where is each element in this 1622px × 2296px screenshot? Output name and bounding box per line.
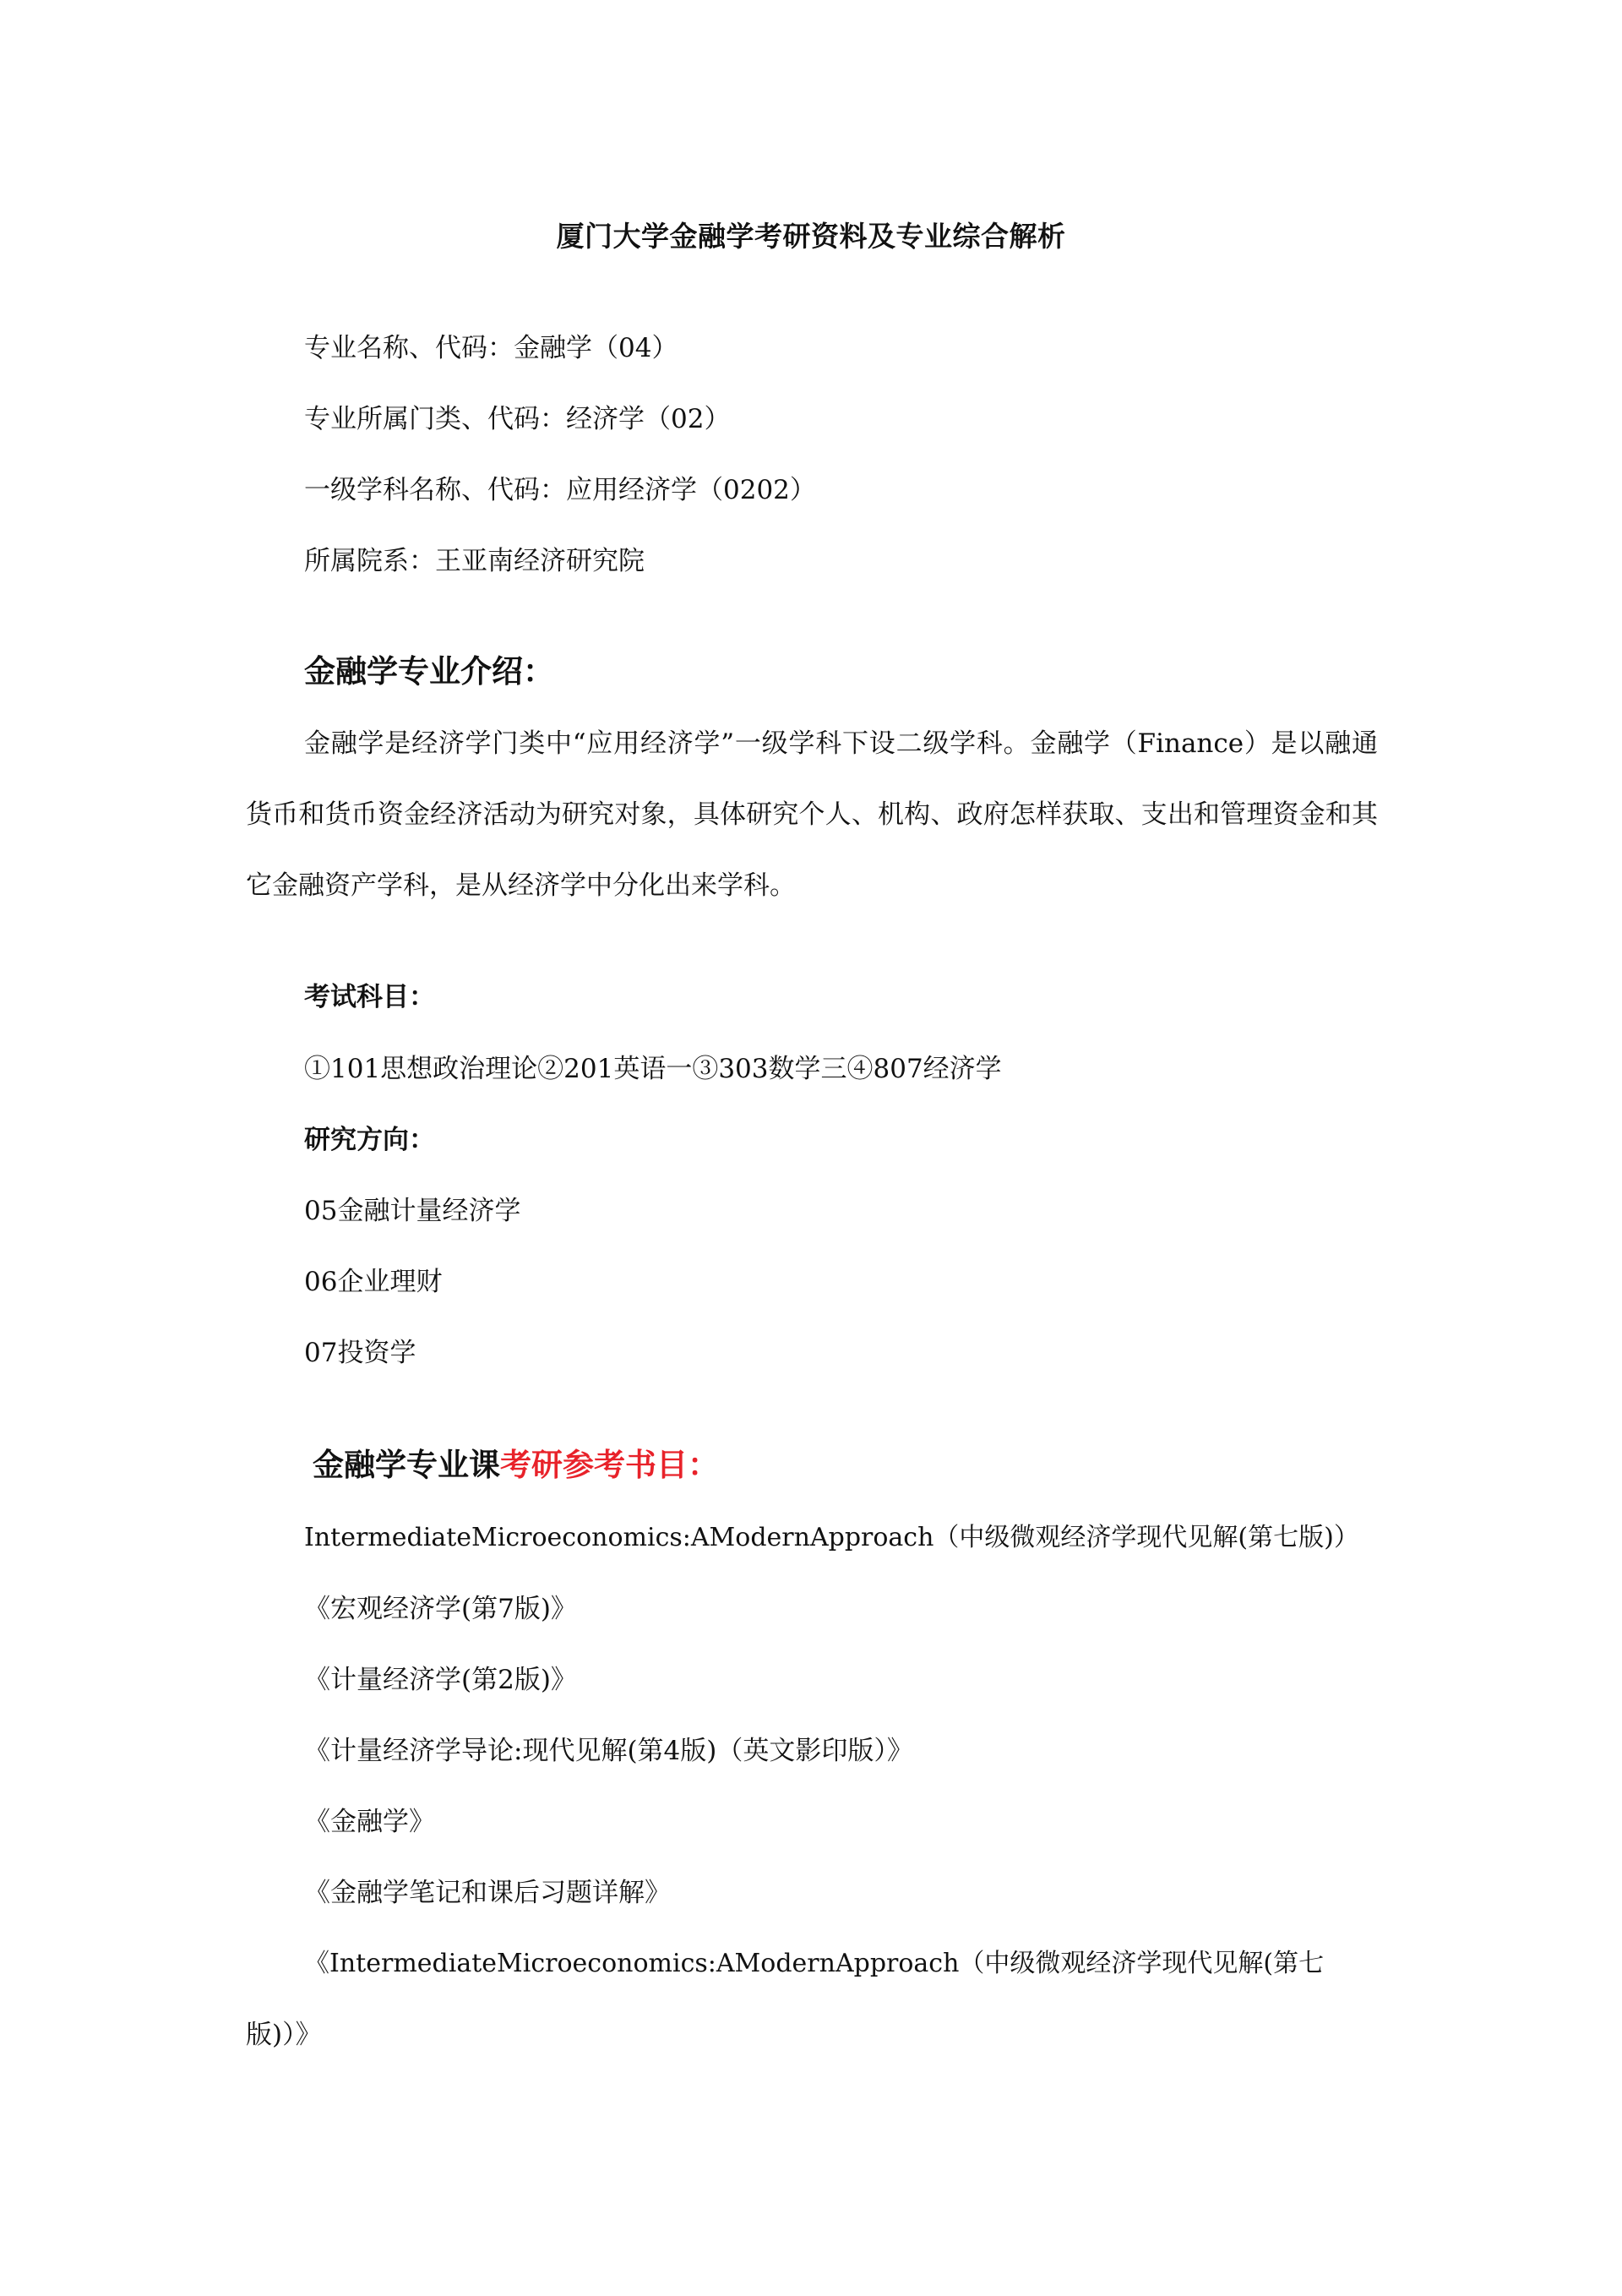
- research-direction-item: 05金融计量经济学: [304, 1196, 521, 1226]
- book-item: 《IntermediateMicroeconomics:AModernApproach（中级微观经济学现代见解(第七: [304, 1949, 1325, 1978]
- book-item: 《金融学》: [304, 1807, 435, 1837]
- info-first-level-discipline: 一级学科名称、代码：应用经济学（0202）: [304, 475, 816, 505]
- book-item: IntermediateMicroeconomics:AModernApproach（中级微观经济学现代见解(第七版)）: [304, 1523, 1359, 1552]
- research-direction-item: 06企业理财: [304, 1267, 443, 1297]
- intro-paragraph: 金融学是经济学门类中“应用经济学”一级学科下设二级学科。金融学（Finance）是以融通货币和货币资金经济活动为研究对象，具体研究个人、机构、政府怎样获取、支出和管理资金和其它金融资产学科，是从经济学中分化出来学科。: [246, 728, 1378, 901]
- exam-heading: 考试科目：: [304, 982, 435, 1012]
- book-item: 《计量经济学(第2版)》: [304, 1665, 577, 1695]
- document-title: 厦门大学金融学考研资料及专业综合解析: [556, 220, 1066, 253]
- intro-heading: 金融学专业介绍：: [304, 652, 554, 690]
- info-major-name: 专业名称、代码：金融学（04）: [304, 333, 678, 363]
- info-major-category: 专业所属门类、代码：经济学（02）: [304, 404, 731, 434]
- research-direction-item: 07投资学: [304, 1338, 416, 1368]
- book-item: 《金融学笔记和课后习题详解》: [304, 1878, 671, 1908]
- research-heading: 研究方向：: [304, 1125, 435, 1155]
- book-item-continuation: 版)）》: [246, 2020, 322, 2050]
- books-heading-prefix: 金融学专业课: [313, 1446, 500, 1483]
- book-item: 《宏观经济学(第7版)》: [304, 1594, 577, 1624]
- info-department: 所属院系：王亚南经济研究院: [304, 546, 645, 576]
- books-heading: [313, 1445, 719, 1484]
- book-item: 《计量经济学导论:现代见解(第4版)（英文影印版）》: [304, 1736, 913, 1766]
- books-heading-highlight: 考研参考书目：: [500, 1446, 719, 1483]
- exam-subjects: ①101思想政治理论②201英语一③303数学三④807经济学: [304, 1054, 1002, 1084]
